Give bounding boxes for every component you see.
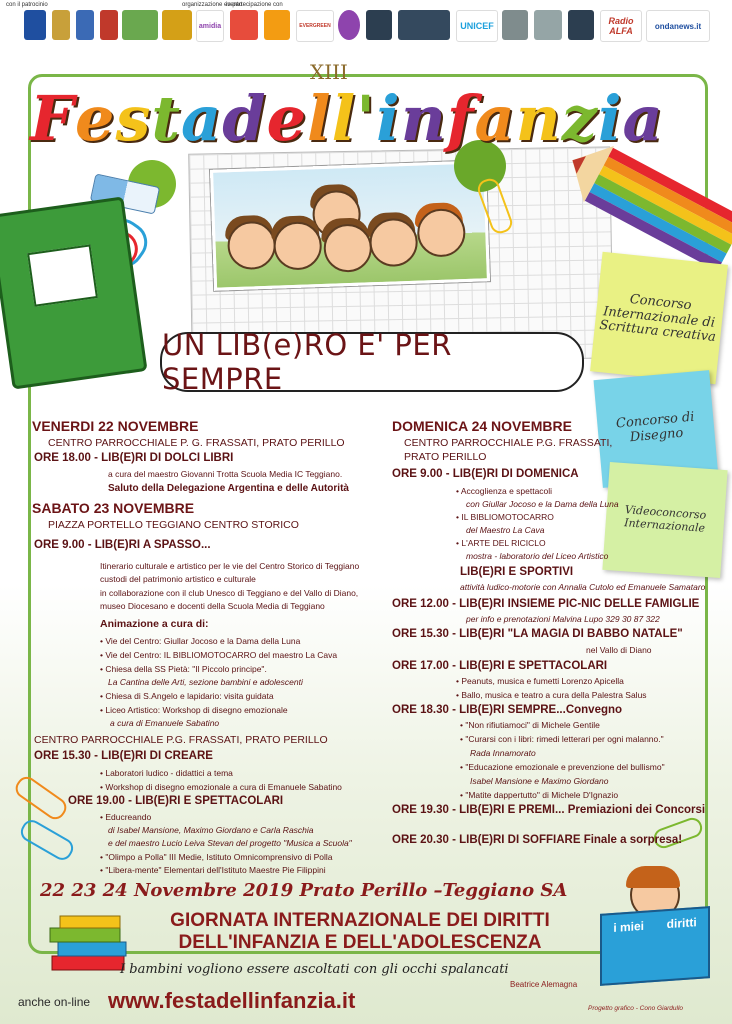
title-letter: i <box>597 82 623 155</box>
slot-detail: a cura del maestro Giovanni Trotta Scuola Media IC Teggiano. <box>108 469 343 479</box>
logo-amidia: amidia <box>196 10 224 42</box>
list-item: • "Educazione emozionale e prevenzione del bullismo" <box>460 762 665 772</box>
time-slot: ORE 12.00 - LIB(E)RI INSIEME PIC-NIC DELLE FAMIGLIE <box>392 598 700 610</box>
edition-number: XIII <box>310 60 348 84</box>
note-videoconcorso: Videoconcorso Internazionale <box>602 462 727 578</box>
logo-partner1-icon <box>230 10 258 40</box>
day-domenica: DOMENICA 24 NOVEMBRE <box>392 418 572 434</box>
list-item: • Vie del Centro: Giullar Jocoso e la Dama della Luna <box>100 636 301 646</box>
venue: PRATO PERILLO <box>404 451 487 463</box>
time-slot: ORE 19.00 - LIB(E)RI E SPETTACOLARI <box>68 795 284 807</box>
child-face-icon <box>323 223 373 273</box>
giornata-line1: GIORNATA INTERNAZIONALE DEI DIRITTI <box>170 910 550 931</box>
book-text-diritti: diritti <box>666 915 697 932</box>
logo-partner6-icon <box>568 10 594 40</box>
list-item: • L'ARTE DEL RICICLO <box>456 538 546 548</box>
animazione-heading: Animazione a cura di: <box>100 618 209 630</box>
title-letter: d <box>222 82 267 155</box>
title-letter: n <box>400 82 447 155</box>
online-label: anche on-line <box>18 995 91 1009</box>
quote-author: Beatrice Alemagna <box>510 980 578 989</box>
list-item: • IL BIBLIOMOTOCARRO <box>456 512 554 522</box>
slot-detail: in collaborazione con il club Unesco di Teggiano e del Vallo di Diano, <box>100 588 359 598</box>
title-letter: a <box>474 82 516 155</box>
title-letter: l <box>331 82 357 155</box>
list-item: • Peanuts, musica e fumetti Lorenzo Apicella <box>456 676 624 686</box>
logo-ondanews: ondanews.it <box>646 10 710 42</box>
logo-regione-icon <box>24 10 46 40</box>
note-concorso-disegno: Concorso di Disegno <box>594 370 719 488</box>
logo-evergreen: EVERGREEN <box>296 10 334 42</box>
list-item: • Accoglienza e spettacoli <box>456 486 553 496</box>
title-letter: s <box>115 82 152 155</box>
organizzazione-label: organizzazione evento <box>182 2 243 8</box>
slot-detail: nel Vallo di Diano <box>586 645 652 655</box>
title-letter: a <box>622 82 664 155</box>
sponsor-strip <box>0 0 732 46</box>
logo-parco-icon <box>122 10 158 40</box>
page-title <box>30 82 690 162</box>
venue: CENTRO PARROCCHIALE P.G. FRASSATI, PRATO PERILLO <box>34 734 328 746</box>
slot-detail: per info e prenotazioni Malvina Lupo 329 30 87 322 <box>466 614 660 624</box>
title-letter: e <box>75 82 116 155</box>
list-item: • "Curarsi con i libri: rimedi letterari per ogni malanno." <box>460 734 664 744</box>
title-letter: F <box>30 82 76 155</box>
list-item: • Liceo Artistico: Workshop di disegno emozionale <box>100 705 288 715</box>
day-sabato: SABATO 23 NOVEMBRE <box>32 500 195 516</box>
saluto: Saluto della Delegazione Argentina e delle Autorità <box>108 483 349 494</box>
event-dates: 22 23 24 Novembre 2019 Prato Perillo –Teggiano SA <box>40 880 568 901</box>
note-concorso-scrittura: Concorso Internazionale di Scrittura creativa <box>590 252 728 385</box>
list-item: attività ludico-motorie con Annalia Cutolo ed Emanuele Samataro <box>460 582 706 592</box>
slot-detail: custodi del patrimonio artistico e culturale <box>100 574 256 584</box>
list-item: • Chiesa di S.Angelo e lapidario: visita guidata <box>100 691 274 701</box>
list-item: mostra - laboratorio del Liceo Artistico <box>466 551 609 561</box>
time-slot: ORE 15.30 - LIB(E)RI "LA MAGIA DI BABBO NATALE" <box>392 628 683 640</box>
list-item: • Laboratori ludico - didattici a tema <box>100 768 233 778</box>
list-item: Rada Innamorato <box>470 748 536 758</box>
list-item: La Cantina delle Arti, sezione bambini e adolescenti <box>108 677 303 687</box>
graphic-credit: Progetto grafico - Cono Giardullo <box>588 1005 684 1012</box>
logo-comune2-icon <box>76 10 94 40</box>
child-reading-icon <box>600 870 710 990</box>
list-item: e del maestro Lucio Leiva Stevan del progetto "Musica a Scuola" <box>108 838 352 848</box>
list-item: • Educreando <box>100 812 152 822</box>
venue: PIAZZA PORTELLO TEGGIANO CENTRO STORICO <box>48 519 299 531</box>
title-letter: f <box>446 82 475 155</box>
website-link[interactable]: www.festadellinfanzia.it <box>108 988 356 1013</box>
title-letter: e <box>266 82 308 155</box>
slot-detail: museo Diocesano e docenti della Scuola Media di Teggiano <box>100 601 325 611</box>
time-slot: ORE 15.30 - LIB(E)RI DI CREARE <box>34 750 213 762</box>
logo-partner3-icon <box>338 10 360 40</box>
day-venerdi: VENERDI 22 NOVEMBRE <box>32 418 199 434</box>
title-letter: a <box>181 82 223 155</box>
list-item: • Chiesa della SS Pietà: "Il Piccolo principe". <box>100 664 267 674</box>
list-item: • "Matite dappertutto" di Michele D'Ignazio <box>460 790 619 800</box>
time-slot: ORE 9.00 - LIB(E)RI A SPASSO... <box>34 539 211 551</box>
logo-partner5-icon <box>398 10 450 40</box>
logo-partner4-icon <box>366 10 392 40</box>
giornata-line2: DELL'INFANZIA E DELL'ADOLESCENZA <box>178 931 542 953</box>
list-item: a cura di Emanuele Sabatino <box>110 718 220 728</box>
venue: CENTRO PARROCCHIALE P. G. FRASSATI, PRATO PERILLO <box>48 437 345 449</box>
list-item: del Maestro La Cava <box>466 525 545 535</box>
child-face-icon <box>369 218 419 268</box>
time-slot: ORE 18.30 - LIB(E)RI SEMPRE...Convegno <box>392 704 623 716</box>
logo-unesco-icon <box>502 10 528 40</box>
list-item: • Ballo, musica e teatro a cura della Palestra Salus <box>456 690 647 700</box>
title-letter: l <box>307 82 332 155</box>
logo-partner2-icon <box>264 10 290 40</box>
green-book-icon <box>0 196 148 389</box>
slot-detail: Itinerario culturale e artistico per le vie del Centro Storico di Teggiano <box>100 561 360 571</box>
logo-radio-alfa: Radio ALFA <box>600 10 642 42</box>
patrocinio-label: con il patrocinio <box>6 2 48 8</box>
list-item: • "Libera-mente" Elementari dell'Istituto Maestre Pie Filippini <box>100 865 326 875</box>
children-illustration <box>210 160 490 291</box>
title-letter: z <box>561 82 598 155</box>
logo-comune-icon <box>52 10 70 40</box>
sportivi-heading: LIB(E)RI E SPORTIVI <box>460 566 574 578</box>
time-slot: ORE 18.00 - LIB(E)RI DI DOLCI LIBRI <box>34 452 234 464</box>
title-text <box>30 82 664 155</box>
list-item: • "Non rifiutiamoci" di Michele Gentile <box>460 720 600 730</box>
time-slot: ORE 19.30 - LIB(E)RI E PREMI... Premiazioni dei Concorsi <box>392 804 706 816</box>
title-letter: i <box>376 82 401 155</box>
child-face-icon <box>227 221 277 271</box>
quote: I bambini vogliono essere ascoltati con gli occhi spalancati <box>120 962 509 977</box>
logo-unicef: UNICEF <box>456 10 498 42</box>
child-face-icon <box>416 208 466 258</box>
list-item: di Isabel Mansione, Maximo Giordano e Carla Raschia <box>108 825 314 835</box>
logo-comune3-icon <box>100 10 118 40</box>
list-item: • "Olimpo a Polla" III Medie, Istituto Omnicomprensivo di Polla <box>100 852 333 862</box>
partecipazione-label: in partecipazione con <box>226 2 283 8</box>
venue: CENTRO PARROCCHIALE P.G. FRASSATI, <box>404 437 613 449</box>
list-item: Isabel Mansione e Maximo Giordano <box>470 776 609 786</box>
title-letter: n <box>515 82 562 155</box>
list-item: • Vie del Centro: IL BIBLIOMOTOCARRO del maestro La Cava <box>100 650 338 660</box>
time-slot: ORE 9.00 - LIB(E)RI DI DOMENICA <box>392 468 579 480</box>
logo-unesco2-icon <box>534 10 562 40</box>
list-item: con Giullar Jocoso e la Dama della Luna <box>466 499 619 509</box>
slogan: UN LIB(e)RO E' PER SEMPRE <box>160 332 584 392</box>
giornata-title <box>150 910 570 954</box>
list-item: • Workshop di disegno emozionale a cura di Emanuele Sabatino <box>100 782 342 792</box>
time-slot: ORE 17.00 - LIB(E)RI E SPETTACOLARI <box>392 660 608 672</box>
book-text-miei: i miei <box>613 918 645 935</box>
title-letter: ' <box>356 82 377 155</box>
logo-scuola-icon <box>162 10 192 40</box>
child-face-icon <box>273 221 323 271</box>
title-letter: t <box>151 82 182 155</box>
time-slot: ORE 20.30 - LIB(E)RI DI SOFFIARE Finale a sorpresa! <box>392 834 683 846</box>
